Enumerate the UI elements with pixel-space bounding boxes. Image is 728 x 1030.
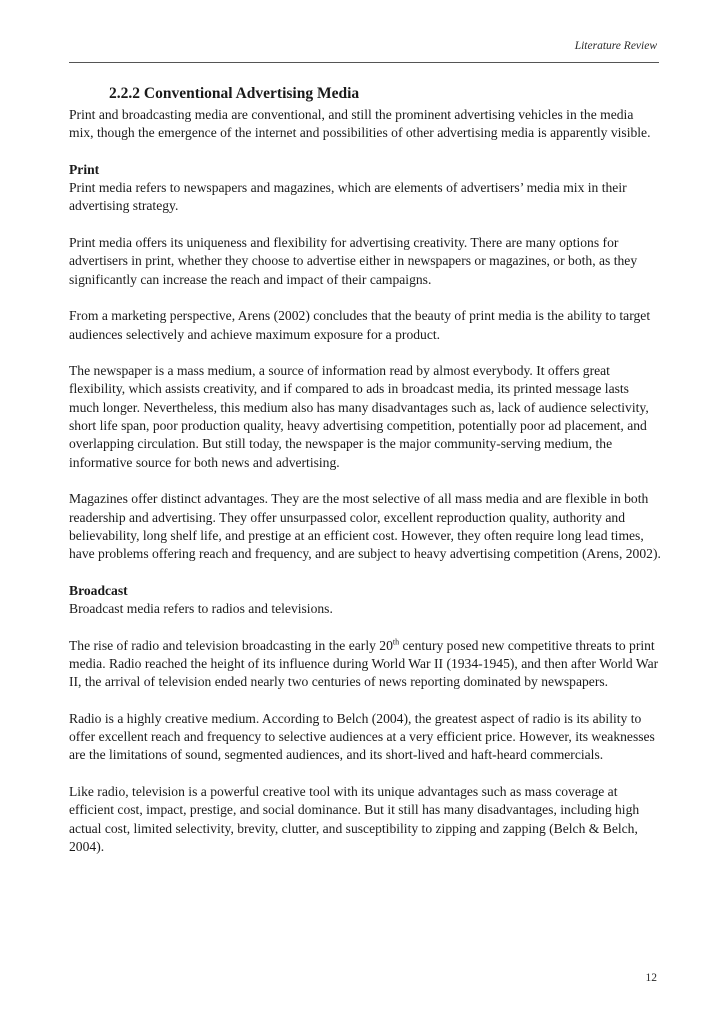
- paragraph-newspaper: The newspaper is a mass medium, a source of information read by almost everybody. It offers great flexibility, which assists creativity, and if compared to ads in broadcast media, its printed message lasts much longer. Nevertheless, this medium also has many disadvantages such as, lack of audience selectivity, short life span, poor production quality, heavy advertising competition, potentially poor ad placement, and overlapping circulation. But still today, the newspaper is the major community-serving medium, the informative source for both news and advertising.: [69, 363, 649, 470]
- page-number: 12: [645, 972, 657, 984]
- page-body: [69, 84, 661, 874]
- paragraph-print-definition: Print media refers to newspapers and magazines, which are elements of advertisers’ media mix in their advertising strategy.: [69, 180, 627, 214]
- section-title: 2.2.2 Conventional Advertising Media: [109, 85, 360, 102]
- superscript-th: th: [392, 637, 400, 647]
- broadcast-block: [69, 582, 661, 619]
- paragraph-radio: Radio is a highly creative medium. According to Belch (2004), the greatest aspect of radio is its ability to offer excellent reach and frequency to selective audiences at a very efficient price. However, its weaknesses are the limitations of sound, segmented audiences, and its short-lived and haft-heard commercials.: [69, 710, 655, 763]
- subheading-broadcast: Broadcast: [69, 582, 128, 598]
- header-rule: [69, 62, 659, 63]
- paragraph-intro: Print and broadcasting media are conventional, and still the prominent advertising vehicles in the media mix, though the emergence of the internet and possibilities of other advertising media is apparently visible.: [69, 107, 651, 141]
- rise-text-part2: century posed new competitive threats to print media. Radio reached the height of its influence during World War II (1934-1945), and then after World War II, the arrival of television ended nearly two centuries of news reporting dominated by newspapers.: [69, 637, 659, 690]
- paragraph-magazines: Magazines offer distinct advantages. They are the most selective of all mass media and are flexible in both readership and advertising. They offer unsurpassed color, excellent reproduction quality, authority and believability, long shelf life, and prestige at an efficient cost. However, they often require long lead times, have problems offering reach and frequency, and are subject to heavy advertising competition (Arens, 2002).: [69, 491, 661, 562]
- print-block: [69, 161, 661, 216]
- rise-text-part1: The rise of radio and television broadcasting in the early 20: [69, 637, 393, 653]
- paragraph-broadcast-definition: Broadcast media refers to radios and televisions.: [69, 601, 333, 617]
- paragraph-print-uniqueness: Print media offers its uniqueness and flexibility for advertising creativity. There are many options for advertisers in print, whether they choose to advertise either in newspapers or magazines, or both, as they significantly can increase the reach and impact of their campaigns.: [69, 235, 638, 287]
- paragraph-television: Like radio, television is a powerful creative tool with its unique advantages such as mass coverage at efficient cost, impact, prestige, and social dominance. But it still has many disadvantages, including high actual cost, limited selectivity, brevity, clutter, and susceptibility to zipping and zapping (Belch & Belch, 2004).: [69, 783, 640, 854]
- paragraph-broadcast-rise: [69, 637, 661, 692]
- running-header: Literature Review: [574, 40, 657, 52]
- subheading-print: Print: [69, 161, 100, 177]
- paragraph-arens: From a marketing perspective, Arens (2002) concludes that the beauty of print media is the ability to target audiences selectively and achieve maximum exposure for a product.: [69, 308, 651, 342]
